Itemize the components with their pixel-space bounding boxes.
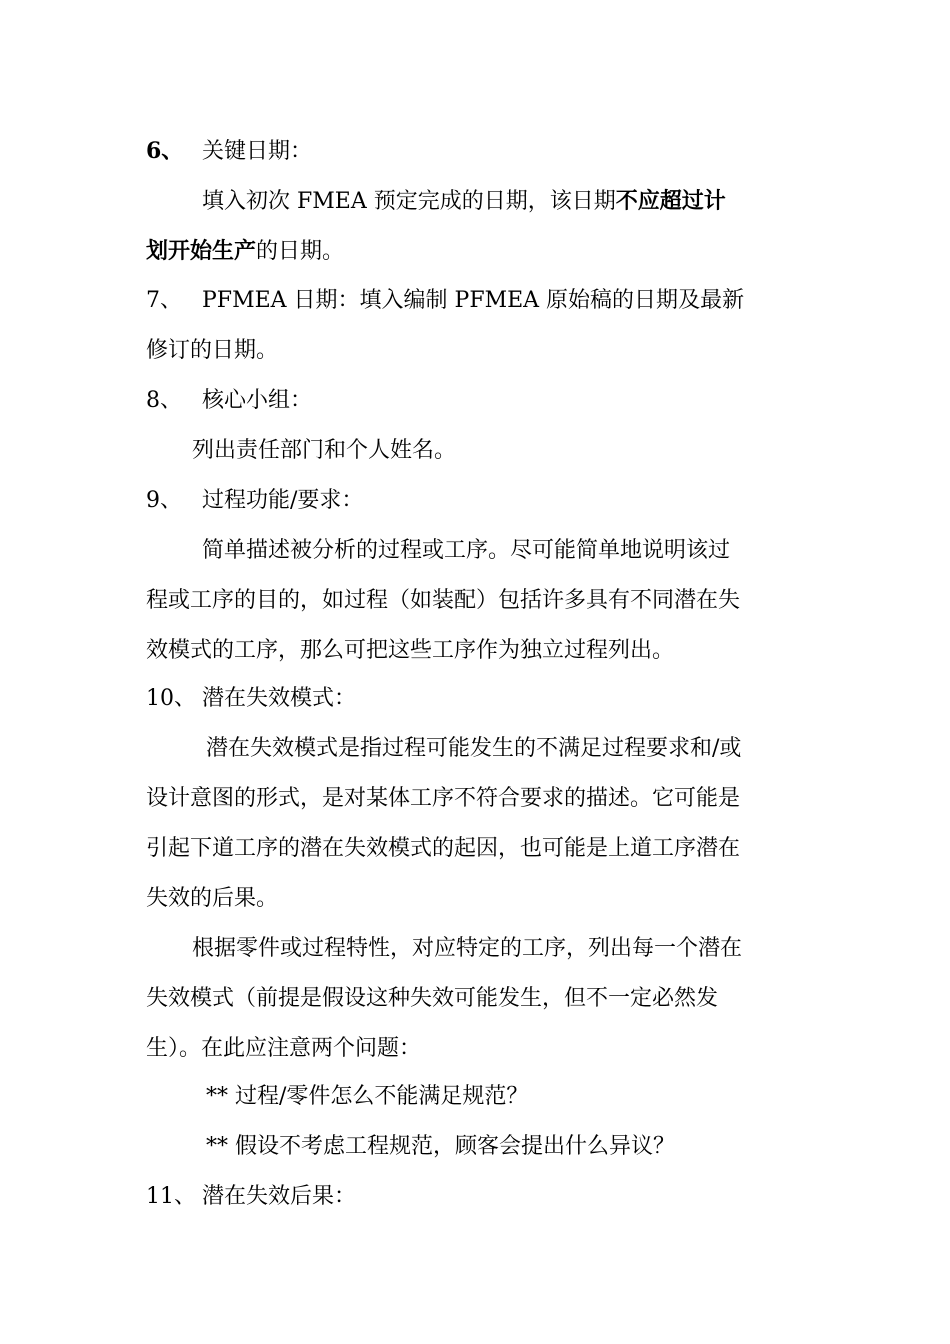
- body-text: 根据零件或过程特性，对应特定的工序，列出每一个潜在: [192, 936, 743, 961]
- section-10-para1-line-3: [146, 834, 740, 864]
- section-7-line-1: [146, 286, 744, 316]
- section-heading-text: 关键日期：: [202, 139, 313, 164]
- body-text: 的日期。: [256, 239, 345, 264]
- body-text: 列出责任部门和个人姓名。: [192, 438, 457, 463]
- section-heading-text: 过程功能/要求：: [202, 488, 364, 513]
- section-number: 8、: [146, 388, 182, 413]
- section-number: 7、: [146, 288, 182, 313]
- section-10-para2-line-1: [192, 934, 742, 964]
- section-9-body-line-1: [202, 536, 730, 566]
- section-8-body: [192, 436, 456, 466]
- body-text: 生）。在此应注意两个问题：: [146, 1036, 422, 1061]
- section-heading-text: 潜在失效模式：: [202, 686, 357, 711]
- section-6-body-line-2: [146, 236, 344, 267]
- emphasis-text: 不应超过计: [615, 188, 726, 214]
- section-9-heading: [146, 486, 363, 516]
- section-heading-text: 潜在失效后果：: [202, 1184, 357, 1209]
- emphasis-text: 划开始生产: [146, 238, 257, 264]
- section-8-heading: [146, 386, 312, 416]
- list-item: ** 过程/零件怎么不能满足规范？: [206, 1084, 529, 1109]
- section-heading-text: 核心小组：: [202, 388, 313, 413]
- section-10-para2-line-3: [146, 1034, 421, 1064]
- section-number: 10、: [146, 686, 196, 711]
- section-10-para1-line-2: [146, 784, 740, 814]
- section-6-heading: [146, 136, 312, 167]
- section-10-question-2: [206, 1132, 675, 1162]
- section-number: 6、: [146, 138, 184, 164]
- body-text: 效模式的工序，那么可把这些工序作为独立过程列出。: [146, 638, 675, 663]
- section-9-body-line-2: [146, 586, 740, 616]
- section-10-heading: [146, 684, 356, 714]
- body-text: 引起下道工序的潜在失效模式的起因，也可能是上道工序潜在: [146, 836, 741, 861]
- body-text: 程或工序的目的，如过程（如装配）包括许多具有不同潜在失: [146, 588, 741, 613]
- body-text: 失效模式（前提是假设这种失效可能发生，但不一定必然发: [146, 986, 719, 1011]
- body-text: 简单描述被分析的过程或工序。尽可能简单地说明该过: [202, 538, 731, 563]
- section-number: 11、: [146, 1184, 196, 1209]
- section-10-para1-line-4: [146, 884, 278, 914]
- body-text: 修订的日期。: [146, 338, 279, 363]
- section-6-body-line-1: [202, 186, 726, 217]
- list-item: ** 假设不考虑工程规范，顾客会提出什么异议？: [206, 1134, 675, 1159]
- section-10-para1-line-1: [206, 734, 741, 764]
- section-7-line-2: [146, 336, 278, 366]
- section-10-question-1: [206, 1082, 528, 1112]
- section-10-para2-line-2: [146, 984, 718, 1014]
- body-text: 填入初次 FMEA 预定完成的日期，该日期: [202, 189, 616, 214]
- body-text: PFMEA 日期：填入编制 PFMEA 原始稿的日期及最新: [202, 288, 745, 313]
- section-9-body-line-3: [146, 636, 674, 666]
- section-number: 9、: [146, 488, 182, 513]
- body-text: 潜在失效模式是指过程可能发生的不满足过程要求和/或: [206, 736, 742, 761]
- section-11-heading: [146, 1182, 356, 1212]
- body-text: 失效的后果。: [146, 886, 279, 911]
- body-text: 设计意图的形式，是对某体工序不符合要求的描述。它可能是: [146, 786, 741, 811]
